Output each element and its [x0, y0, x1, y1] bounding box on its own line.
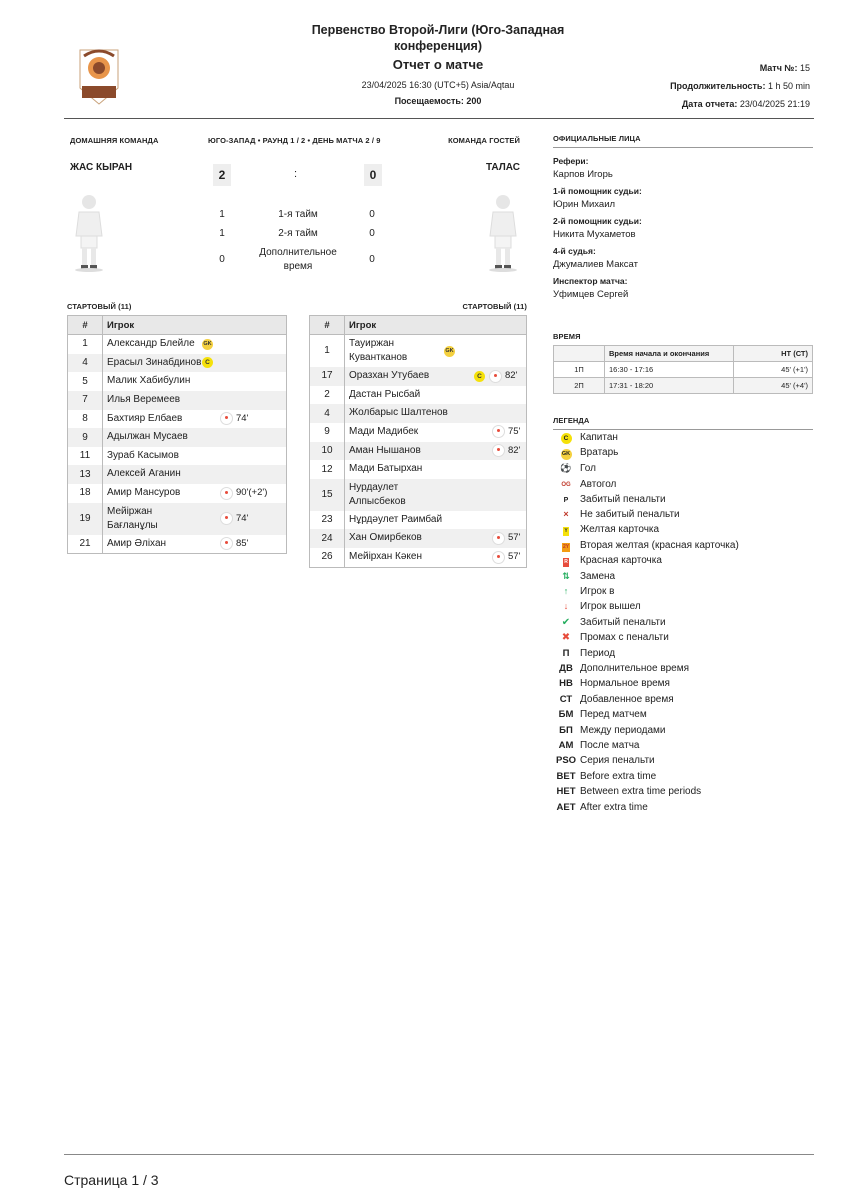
- player-name: Ерасыл Зинабдинов: [107, 356, 202, 368]
- table-row: [310, 442, 527, 461]
- score-separator: :: [294, 168, 298, 180]
- player-number: 18: [68, 484, 103, 503]
- officials-caption: ОФИЦИАЛЬНЫЕ ЛИЦА: [553, 134, 641, 143]
- player-out-icon: [492, 425, 505, 438]
- penalty-missed-icon: ×: [563, 509, 569, 519]
- legend-item: [556, 676, 670, 691]
- legend-text: Не забитый пенальти: [580, 509, 680, 520]
- legend-item: [556, 753, 655, 768]
- player-name: Бахтияр Елбаев: [107, 412, 183, 424]
- league-logo: [74, 48, 124, 106]
- legend-item: [556, 445, 618, 460]
- player-cell: [103, 372, 287, 391]
- legend-text: Игрок в: [580, 586, 615, 597]
- player-name: Алексей Аганин: [107, 468, 181, 480]
- period-away-score: 0: [369, 254, 375, 265]
- period-home-score: 1: [219, 228, 225, 239]
- goalkeeper-icon: GK: [202, 339, 213, 350]
- player-name: Жолбарыс Шалтенов: [349, 407, 448, 419]
- player-cell: [103, 391, 287, 410]
- player-number: 9: [310, 423, 345, 442]
- match-number: Матч №: 15: [759, 63, 810, 73]
- table-row: [310, 479, 527, 511]
- away-lineup-caption: СТАРТОВЫЙ (11): [462, 302, 527, 311]
- player-number: 10: [310, 442, 345, 461]
- player-cell: [103, 335, 287, 354]
- match-duration: Продолжительность: 1 h 50 min: [670, 81, 810, 91]
- legend-text: Красная карточка: [580, 555, 662, 567]
- legend-text: Забитый пенальти: [580, 494, 666, 506]
- legend-item: [556, 630, 669, 645]
- player-number: 1: [68, 335, 103, 354]
- legend-item: [556, 800, 648, 815]
- timing-period: 1П: [554, 362, 605, 378]
- player-name: Нұрдәулет Раимбай: [349, 513, 443, 525]
- official-name: Джумалиев Максат: [553, 259, 638, 270]
- legend-abbreviation: HET: [556, 786, 576, 798]
- player-cell: [345, 460, 527, 479]
- player-name: Дастан Рысбай: [349, 388, 421, 400]
- player-name: Амир Әліхан: [107, 537, 167, 549]
- legend-text: Забитый пенальти: [580, 616, 666, 628]
- official-name: Карпов Игорь: [553, 169, 613, 180]
- player-number: 1: [310, 335, 345, 368]
- away-lineup-table: [309, 315, 527, 568]
- timing-time: 16:30 - 17:16: [605, 362, 734, 378]
- player-name: Малик Хабибулин: [107, 375, 191, 387]
- official-name: Юрин Михаил: [553, 199, 616, 210]
- timing-ht: 45' (+4'): [734, 378, 813, 394]
- table-row: [310, 367, 527, 386]
- home-kit-icon: [72, 192, 106, 272]
- legend-abbreviation: PSO: [556, 755, 577, 767]
- player-cell: [345, 367, 527, 386]
- player-number: 8: [68, 410, 103, 429]
- player-name: Адылжан Мусаев: [107, 431, 188, 443]
- legend-text: Гол: [580, 462, 596, 474]
- table-row: [310, 511, 527, 530]
- legend-abbreviation: BET: [556, 770, 576, 782]
- period-label: 1-я тайм: [278, 209, 318, 220]
- home-lineup-table: [67, 315, 287, 554]
- legend-text: Нормальное время: [580, 678, 670, 690]
- official-role: 2-й помощник судьи:: [553, 216, 642, 226]
- table-row: [310, 404, 527, 423]
- timing-col-ht: HT (СТ): [734, 346, 813, 362]
- legend-item: [556, 569, 615, 584]
- player-out-icon: [492, 444, 505, 457]
- col-number-header: #: [68, 316, 103, 335]
- player-name: Тауиржан Кувантканов: [349, 338, 408, 363]
- legend-abbreviation: БМ: [558, 709, 574, 721]
- legend-abbreviation: П: [562, 647, 570, 659]
- legend-item: [556, 507, 680, 522]
- legend-item: [556, 692, 674, 707]
- legend-item: [556, 461, 596, 476]
- legend-text: Капитан: [580, 432, 618, 443]
- substitution-time: 74': [236, 512, 249, 524]
- player-number: 4: [68, 354, 103, 373]
- player-out-icon: [220, 487, 233, 500]
- legend-item: [556, 707, 647, 722]
- officials-list: [553, 156, 813, 300]
- shootout-scored-icon: ✔: [561, 616, 571, 628]
- period-home-score: 1: [219, 209, 225, 220]
- player-cell: [103, 354, 287, 373]
- goal-icon: ⚽: [560, 462, 572, 473]
- table-row: [310, 423, 527, 442]
- legend-text: Вторая желтая (красная карточка): [580, 539, 739, 551]
- player-out-icon: ↓: [563, 601, 569, 612]
- legend-item: [556, 738, 640, 753]
- home-team-caption: ДОМАШНЯЯ КОМАНДА: [70, 136, 159, 145]
- match-datetime: 23/04/2025 16:30 (UTC+5) Asia/Aqtau: [361, 80, 515, 90]
- player-name: Аман Нышанов: [349, 444, 421, 456]
- footer-divider: [64, 1154, 814, 1155]
- report-subtitle: Отчет о матче: [392, 57, 484, 72]
- table-row: [68, 372, 287, 391]
- yellow-card-icon: Y: [564, 528, 568, 535]
- table-row: [68, 410, 287, 429]
- player-number: 24: [310, 529, 345, 548]
- player-name: Мейіржан Бағланұлы: [107, 505, 158, 531]
- legend-item: [556, 538, 739, 553]
- goalkeeper-icon: GK: [444, 346, 455, 357]
- substitution-time: 90'(+2'): [236, 487, 268, 499]
- away-team-name: ТАЛАС: [485, 162, 520, 173]
- player-name: Мейірхан Кәкен: [349, 551, 422, 563]
- legend-abbreviation: ДВ: [559, 663, 573, 674]
- player-name: Мади Мадибек: [349, 425, 419, 437]
- legend-item: [556, 784, 701, 799]
- round-info: ЮГО-ЗАПАД • РАУНД 1 / 2 • ДЕНЬ МАТЧА 2 / 9: [208, 136, 381, 145]
- home-score: 2: [213, 164, 231, 186]
- player-cell: [345, 529, 527, 548]
- official-role: 1-й помощник судьи:: [553, 186, 642, 196]
- official-role: Рефери:: [553, 156, 589, 166]
- player-number: 7: [68, 391, 103, 410]
- legend-item: [556, 646, 615, 661]
- timing-ht: 45' (+1'): [734, 362, 813, 378]
- player-number: 19: [68, 503, 103, 535]
- legend-abbreviation: СТ: [559, 693, 573, 705]
- player-number: 11: [68, 447, 103, 466]
- table-row: [310, 386, 527, 405]
- legend-item: [556, 522, 659, 537]
- player-out-icon: [220, 512, 233, 525]
- legend-text: Автогол: [580, 479, 617, 491]
- legend-text: Промах с пенальти: [580, 632, 669, 644]
- legend-text: После матча: [580, 740, 640, 751]
- player-cell: [103, 484, 287, 503]
- player-cell: [103, 410, 287, 429]
- legend-text: Замена: [580, 570, 616, 582]
- player-cell: [103, 535, 287, 554]
- table-row: [68, 503, 287, 535]
- substitution-time: 74': [236, 412, 249, 424]
- attendance: Посещаемость: 200: [394, 96, 482, 106]
- period-home-score: 0: [219, 254, 225, 265]
- player-cell: [345, 479, 527, 511]
- legend-item: [556, 661, 689, 676]
- legend-text: After extra time: [580, 801, 648, 813]
- player-in-icon: ↑: [563, 586, 569, 596]
- timing-period: 2П: [554, 378, 605, 394]
- official-role: 4-й судья:: [553, 246, 596, 256]
- legend-item: [556, 615, 666, 630]
- player-cell: [345, 511, 527, 530]
- legend-text: Игрок вышел: [580, 601, 641, 613]
- timing-col-time: Время начала и окончания: [605, 346, 734, 362]
- official-role: Инспектор матча:: [553, 276, 628, 286]
- legend-item: [556, 723, 666, 738]
- player-name: Оразхан Утубаев: [349, 370, 430, 381]
- legend-abbreviation: AET: [556, 801, 576, 813]
- substitution-time: 57': [508, 551, 521, 563]
- captain-icon: C: [202, 357, 213, 368]
- official-name: Уфимцев Сергей: [553, 289, 629, 300]
- report-date: Дата отчета: 23/04/2025 21:19: [681, 99, 810, 109]
- player-number: 12: [310, 460, 345, 479]
- table-row: [68, 535, 287, 554]
- report-title: Первенство Второй-Лиги (Юго-Западная конференция): [311, 23, 565, 53]
- player-cell: [103, 428, 287, 447]
- player-number: 15: [310, 479, 345, 511]
- player-name: Нурдаулет Алпысбеков: [349, 481, 406, 507]
- col-player-header: Игрок: [103, 316, 287, 335]
- player-cell: [345, 442, 527, 461]
- player-name: Илья Веремеев: [107, 393, 181, 405]
- legend-text: Вратарь: [580, 447, 619, 459]
- player-out-icon: [492, 551, 505, 564]
- page-number: Страница 1 / 3: [64, 1172, 159, 1188]
- legend-text: Добавленное время: [580, 693, 674, 705]
- second-yellow-icon: 2Y: [562, 543, 570, 550]
- player-number: 13: [68, 465, 103, 484]
- official-name: Никита Мухаметов: [553, 229, 636, 240]
- goalkeeper-icon: GK: [561, 449, 572, 460]
- player-number: 9: [68, 428, 103, 447]
- period-label: 2-я тайм: [278, 228, 318, 239]
- red-card-icon: R: [564, 559, 568, 566]
- legend-text: Между периодами: [580, 724, 666, 736]
- player-number: 21: [68, 535, 103, 554]
- col-number-header: #: [310, 316, 345, 335]
- legend-text: Период: [580, 647, 616, 659]
- table-row: [68, 465, 287, 484]
- col-player-header: Игрок: [345, 316, 527, 335]
- timing-time: 17:31 - 18:20: [605, 378, 734, 394]
- player-cell: [103, 503, 287, 535]
- legend-item: [556, 599, 641, 614]
- away-team-caption: КОМАНДА ГОСТЕЙ: [448, 136, 520, 145]
- legend-text: Between extra time periods: [580, 786, 702, 798]
- legend-abbreviation: АМ: [558, 740, 574, 751]
- period-label: Дополнительное время: [259, 247, 337, 272]
- player-number: 23: [310, 511, 345, 530]
- legend-text: Дополнительное время: [580, 663, 690, 674]
- shootout-missed-icon: ✖: [561, 632, 571, 644]
- table-row: [310, 529, 527, 548]
- player-name: Амир Мансуров: [107, 487, 181, 499]
- player-number: 26: [310, 548, 345, 567]
- player-cell: [345, 386, 527, 405]
- substitution-time: 57': [508, 532, 521, 544]
- player-name: Хан Омирбеков: [349, 532, 422, 544]
- table-row: [68, 354, 287, 373]
- player-cell: [345, 423, 527, 442]
- period-away-score: 0: [369, 228, 375, 239]
- legend-text: Желтая карточка: [580, 524, 660, 536]
- substitution-time: 82': [508, 444, 521, 456]
- substitution-icon: ⇅: [562, 570, 570, 581]
- player-cell: [103, 465, 287, 484]
- officials-divider: [553, 147, 813, 148]
- player-cell: [345, 404, 527, 423]
- table-row: [68, 428, 287, 447]
- period-away-score: 0: [369, 209, 375, 220]
- legend-text: Серия пенальти: [580, 755, 655, 767]
- table-row: [310, 335, 527, 368]
- legend-item: [556, 430, 618, 445]
- table-row: [68, 391, 287, 410]
- legend-item: [556, 476, 616, 491]
- player-name: Зураб Касымов: [107, 449, 179, 461]
- substitution-time: 82': [505, 370, 518, 381]
- player-name: Мади Батырхан: [349, 463, 423, 475]
- away-kit-icon: [486, 192, 520, 272]
- away-score: 0: [364, 164, 382, 186]
- home-team-name: ЖАС КЫРАН: [70, 162, 133, 173]
- own-goal-icon: OG: [561, 482, 571, 489]
- table-row: [68, 447, 287, 466]
- legend-text: Перед матчем: [580, 709, 647, 721]
- legend-abbreviation: БП: [559, 724, 573, 736]
- legend-abbreviation: НВ: [559, 678, 573, 690]
- player-number: 2: [310, 386, 345, 405]
- player-number: 5: [68, 372, 103, 391]
- home-lineup-caption: СТАРТОВЫЙ (11): [67, 302, 132, 311]
- player-out-icon: [220, 537, 233, 550]
- legend-item: [556, 553, 662, 568]
- legend-item: [556, 584, 614, 599]
- timing-caption: ВРЕМЯ: [553, 332, 581, 341]
- legend-caption: ЛЕГЕНДА: [553, 416, 590, 425]
- player-cell: [345, 335, 527, 368]
- table-row: [68, 484, 287, 503]
- timing-table: [553, 345, 813, 394]
- legend-item: [556, 492, 666, 507]
- substitution-time: 75': [508, 425, 521, 437]
- player-number: 17: [310, 367, 345, 386]
- table-row: [310, 548, 527, 567]
- captain-icon: C: [474, 371, 485, 382]
- player-number: 4: [310, 404, 345, 423]
- timing-col-period: [554, 346, 605, 362]
- substitution-time: 85': [236, 537, 249, 549]
- header-divider: [64, 118, 814, 119]
- legend-text: Before extra time: [580, 770, 657, 782]
- player-out-icon: [220, 412, 233, 425]
- table-row: [68, 335, 287, 354]
- table-row: [310, 460, 527, 479]
- captain-icon: C: [561, 433, 572, 444]
- penalty-scored-icon: P: [563, 496, 569, 504]
- player-cell: [345, 548, 527, 567]
- player-name: Александр Блейле: [107, 338, 195, 349]
- player-out-icon: [492, 532, 505, 545]
- player-cell: [103, 447, 287, 466]
- legend-item: [556, 769, 656, 784]
- player-out-icon: [489, 370, 502, 383]
